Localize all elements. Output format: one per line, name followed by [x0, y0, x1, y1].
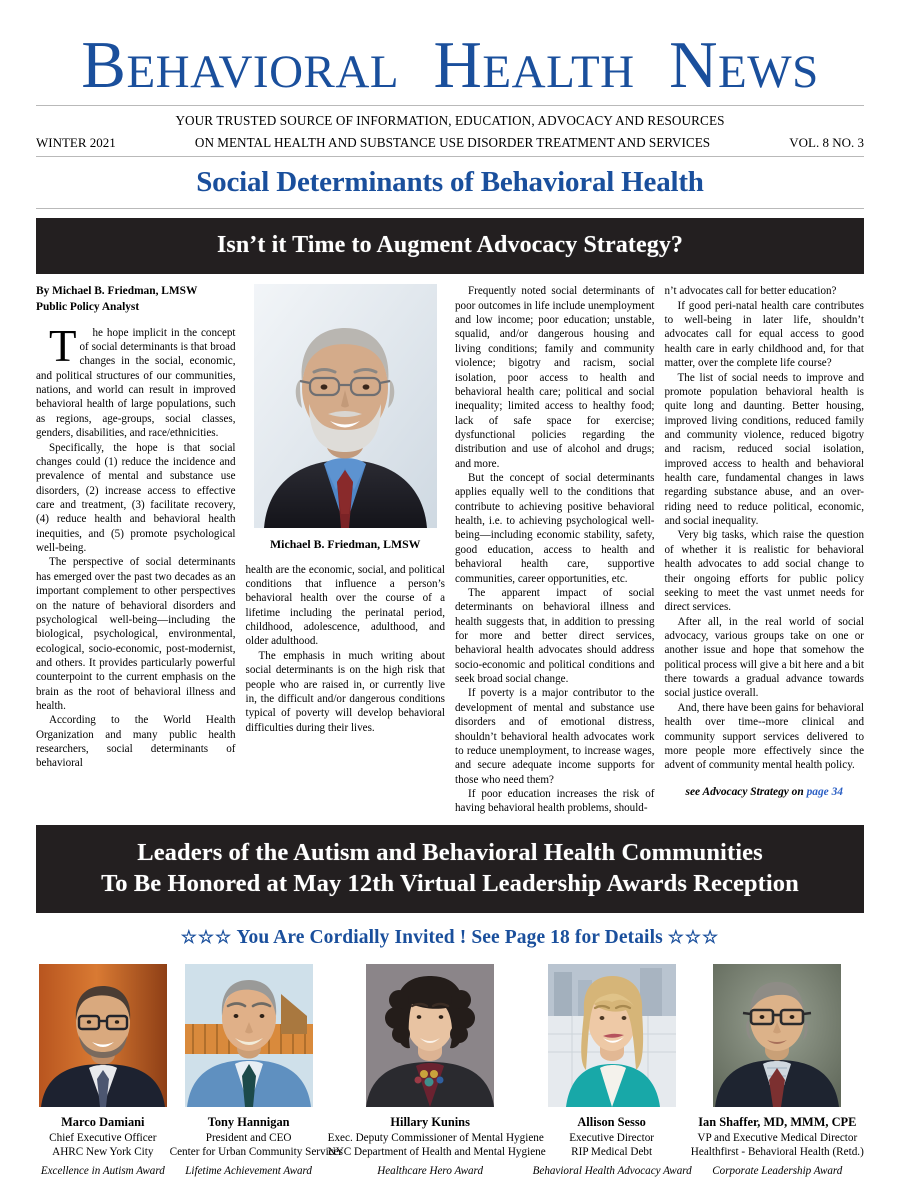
author-portrait — [254, 284, 437, 528]
masthead-info-row — [36, 129, 864, 151]
byline-role: Public Policy Analyst — [36, 300, 140, 313]
issue-volume: VOL. 8 NO. 3 — [789, 134, 864, 150]
article-paragraph: n’t advocates call for better education? — [664, 285, 837, 298]
article-paragraph: And, there have been gains for behavioral health over time--more clinical and community support services delivered to more people more effectively since the advent of community mental health policy. — [664, 701, 864, 772]
article-paragraph: After all, in the real world of social advocacy, various groups take on one or another issue and hope that somehow the political process will give a bit here and a bit there towards a gradual advance towards social justice overall. — [664, 615, 864, 700]
article-paragraph: Frequently noted social determinants of poor outcomes in life include unemployment and low income; poor education; unstable, squalid, and/or dangerous housing and living conditions; family and community violence; bigotry and racism, social isolation, poor access to health and behavioral health care; political and social inequality; limited access to healthy food; lack of safe space for exercise; dysfunctional policies regarding the distribution and use of alcohol and drugs; and more. — [455, 285, 655, 470]
honoree-portrait-image — [713, 964, 841, 1107]
honoree-portrait — [548, 964, 676, 1107]
honoree-title: Executive Director — [569, 1131, 655, 1144]
honoree-card — [327, 964, 546, 1177]
article-column-4 — [665, 284, 865, 815]
honoree-portrait — [713, 964, 841, 1107]
lead-article — [36, 284, 864, 815]
masthead-title — [36, 28, 864, 102]
honoree-name: Ian Shaffer, MD, MMM, CPE — [698, 1115, 857, 1130]
honoree-org: Healthfirst - Behavioral Health (Retd.) — [690, 1146, 864, 1159]
article-column-2 — [246, 284, 446, 815]
honoree-name: Tony Hannigan — [207, 1115, 290, 1130]
article-paragraph: If poor education increases the risk of having behavioral health problems, should- — [455, 787, 655, 815]
article-paragraph: If poverty is a major contributor to the development of mental and substance use disorders and of emotional distress, shouldn’t behavioral health advocates work to reduce unemployment, to increase wages, and secure adequate income supports for those who need them? — [455, 687, 655, 786]
lead-headline-banner — [36, 218, 864, 275]
jump-page-link[interactable]: page 34 — [806, 785, 843, 798]
honoree-award: Healthcare Hero Award — [377, 1165, 484, 1177]
article-paragraph: health are the economic, social, and political conditions that influence a person’s behavioral health over the course of a lifetime including the perinatal period, childhood, adolescence, adulthood, and older adulthood. — [245, 563, 445, 648]
honoree-portrait-image — [185, 964, 313, 1107]
masthead-tagline: YOUR TRUSTED SOURCE OF INFORMATION, EDUCATION, ADVOCACY AND RESOURCES — [175, 112, 725, 128]
masthead-word-news: NEWS — [651, 28, 819, 102]
honoree-award: Behavioral Health Advocacy Award — [532, 1165, 692, 1177]
honoree-name: Marco Damiani — [61, 1115, 145, 1130]
article-paragraph: Very big tasks, which raise the question of whether it is realistic for behavioral health advocates to add social change to their ongoing efforts for public policy seeking to meet the vast unmet needs for direct services. — [664, 529, 864, 614]
honoree-portrait-image — [548, 964, 676, 1107]
stars-right-icon: ☆☆☆ — [667, 927, 720, 948]
author-photo-caption: Michael B. Friedman, LMSW — [270, 537, 421, 552]
honoree-award: Corporate Leadership Award — [712, 1165, 843, 1177]
honoree-card — [169, 964, 343, 1177]
author-portrait-image — [254, 284, 437, 528]
awards-banner-line-2: To Be Honored at May 12th Virtual Leadership Awards Reception — [101, 870, 799, 898]
article-paragraph: According to the World Health Organization and many public health researchers, social determinants of behavioral — [36, 714, 236, 770]
honoree-award: Excellence in Autism Award — [40, 1165, 165, 1177]
article-paragraph: The perspective of social determinants has emerged over the past two decades as an important complement to other perspectives on the nature of behavioral disorders and psychological well-being—including the biological, psychological, environmental, ecological, socio-economic, post-modernist, and others. It provides particularly powerful counterpoint to the current emphasis on the brain as the root of behavioral illness and health. — [36, 556, 236, 713]
masthead-subject-line: ON MENTAL HEALTH AND SUBSTANCE USE DISORDER TREATMENT AND SERVICES — [194, 134, 711, 150]
awards-banner — [36, 825, 864, 914]
honoree-name: Allison Sesso — [577, 1115, 646, 1130]
drop-cap: T — [49, 320, 77, 371]
honoree-org: Center for Urban Community Services — [169, 1146, 343, 1159]
page-title: Social Determinants of Behavioral Health — [196, 165, 704, 198]
article-paragraph — [36, 320, 236, 441]
honoree-card — [533, 964, 691, 1177]
honoree-portrait-image — [39, 964, 167, 1107]
honoree-portrait — [39, 964, 167, 1107]
awards-banner-line-1: Leaders of the Autism and Behavioral Health Communities — [137, 838, 763, 866]
honoree-name: Hillary Kunins — [390, 1115, 470, 1130]
invitation-text: You Are Cordially Invited ! — [236, 927, 467, 949]
article-paragraph: The emphasis in much writing about social determinants is on the high risk that people who are raised in, or currently live in, the difficult and/or dangerous conditions typical of poverty will develop behavioral difficulties during their lives. — [245, 649, 445, 734]
article-column-1 — [36, 284, 236, 815]
masthead — [36, 0, 864, 209]
article-column-3 — [455, 284, 655, 815]
honoree-title: Exec. Deputy Commissioner of Mental Hygiene — [327, 1131, 544, 1144]
honoree-org: AHRC New York City — [52, 1146, 154, 1159]
paragraph-text: he hope implicit in the concept of social determinants is that broad changes in the social, economic, and political structures of our communities, nations, and world can result in improved behavioral health of large populations, such as regions, age-groups, social classes, genders, disabilities, and race/ethnicities. — [36, 326, 236, 440]
section-title-divider — [36, 208, 864, 209]
honoree-org: RIP Medical Debt — [571, 1146, 653, 1159]
honorees-row — [36, 964, 864, 1177]
byline — [36, 284, 236, 314]
honoree-portrait — [185, 964, 313, 1107]
lead-headline: Isn’t it Time to Augment Advocacy Strategy? — [216, 231, 684, 258]
honoree-award: Lifetime Achievement Award — [185, 1165, 312, 1177]
byline-author: By Michael B. Friedman, LMSW — [36, 285, 198, 298]
honoree-card — [691, 964, 864, 1177]
honoree-portrait — [366, 964, 494, 1107]
honoree-title: VP and Executive Medical Director — [697, 1131, 858, 1144]
article-paragraph: But the concept of social determinants applies equally well to the conditions that contribute to achieving positive behavioral health, i.e. to achieving psychological well-being—including economic stability, safety, good education, access to health and behavioral health care, supportive communities, career opportunities, etc. — [455, 472, 655, 585]
honoree-portrait-image — [366, 964, 494, 1107]
masthead-word-behavioral: BEHAVIORAL — [81, 28, 400, 102]
invitation-page-link[interactable]: See Page 18 for Details — [471, 927, 663, 949]
invitation-line — [36, 913, 864, 961]
article-paragraph: Specifically, the hope is that social changes could (1) reduce the incidence and prevalence of mental and substance use disorders, (2) increase access to effective care and treatment, (3) facilitate recovery, (4) reduce health and behavioral health inequities, and (5) promote psychological well-being. — [36, 441, 236, 555]
stars-left-icon: ☆☆☆ — [180, 927, 233, 948]
author-photo-wrap — [246, 284, 446, 562]
jump-prefix: see Advocacy Strategy on — [685, 785, 807, 798]
article-jump-line — [665, 785, 865, 800]
honoree-title: President and CEO — [205, 1131, 292, 1144]
honoree-title: Chief Executive Officer — [49, 1131, 157, 1144]
article-paragraph: The list of social needs to improve and promote population behavioral health is quite long and daunting. Better housing, improved living conditions, reduced family and community violence, reduced bigotry and racism, reduced social isolation, improved access to health and behavioral health care, fundamental changes in laws regarding substance abuse, and an over-riding need to reduce political, economic, and social inequality. — [664, 371, 864, 528]
article-paragraph: The apparent impact of social determinants on behavioral illness and health suggests that, in addition to pressing for more and better direct services, behavioral health advocates should address socio-economic and political conditions and seek broad social change. — [455, 586, 655, 686]
issue-date: WINTER 2021 — [36, 134, 116, 150]
masthead-word-health: HEALTH — [416, 28, 635, 102]
article-paragraph: If good peri-natal health care contributes to well-being in later life, shouldn’t advocates call for equal access to good health care in early childhood and, for that matter, over the complete life course? — [664, 299, 864, 370]
honoree-org: NYC Department of Health and Mental Hygiene — [327, 1146, 546, 1159]
honoree-card — [36, 964, 170, 1177]
